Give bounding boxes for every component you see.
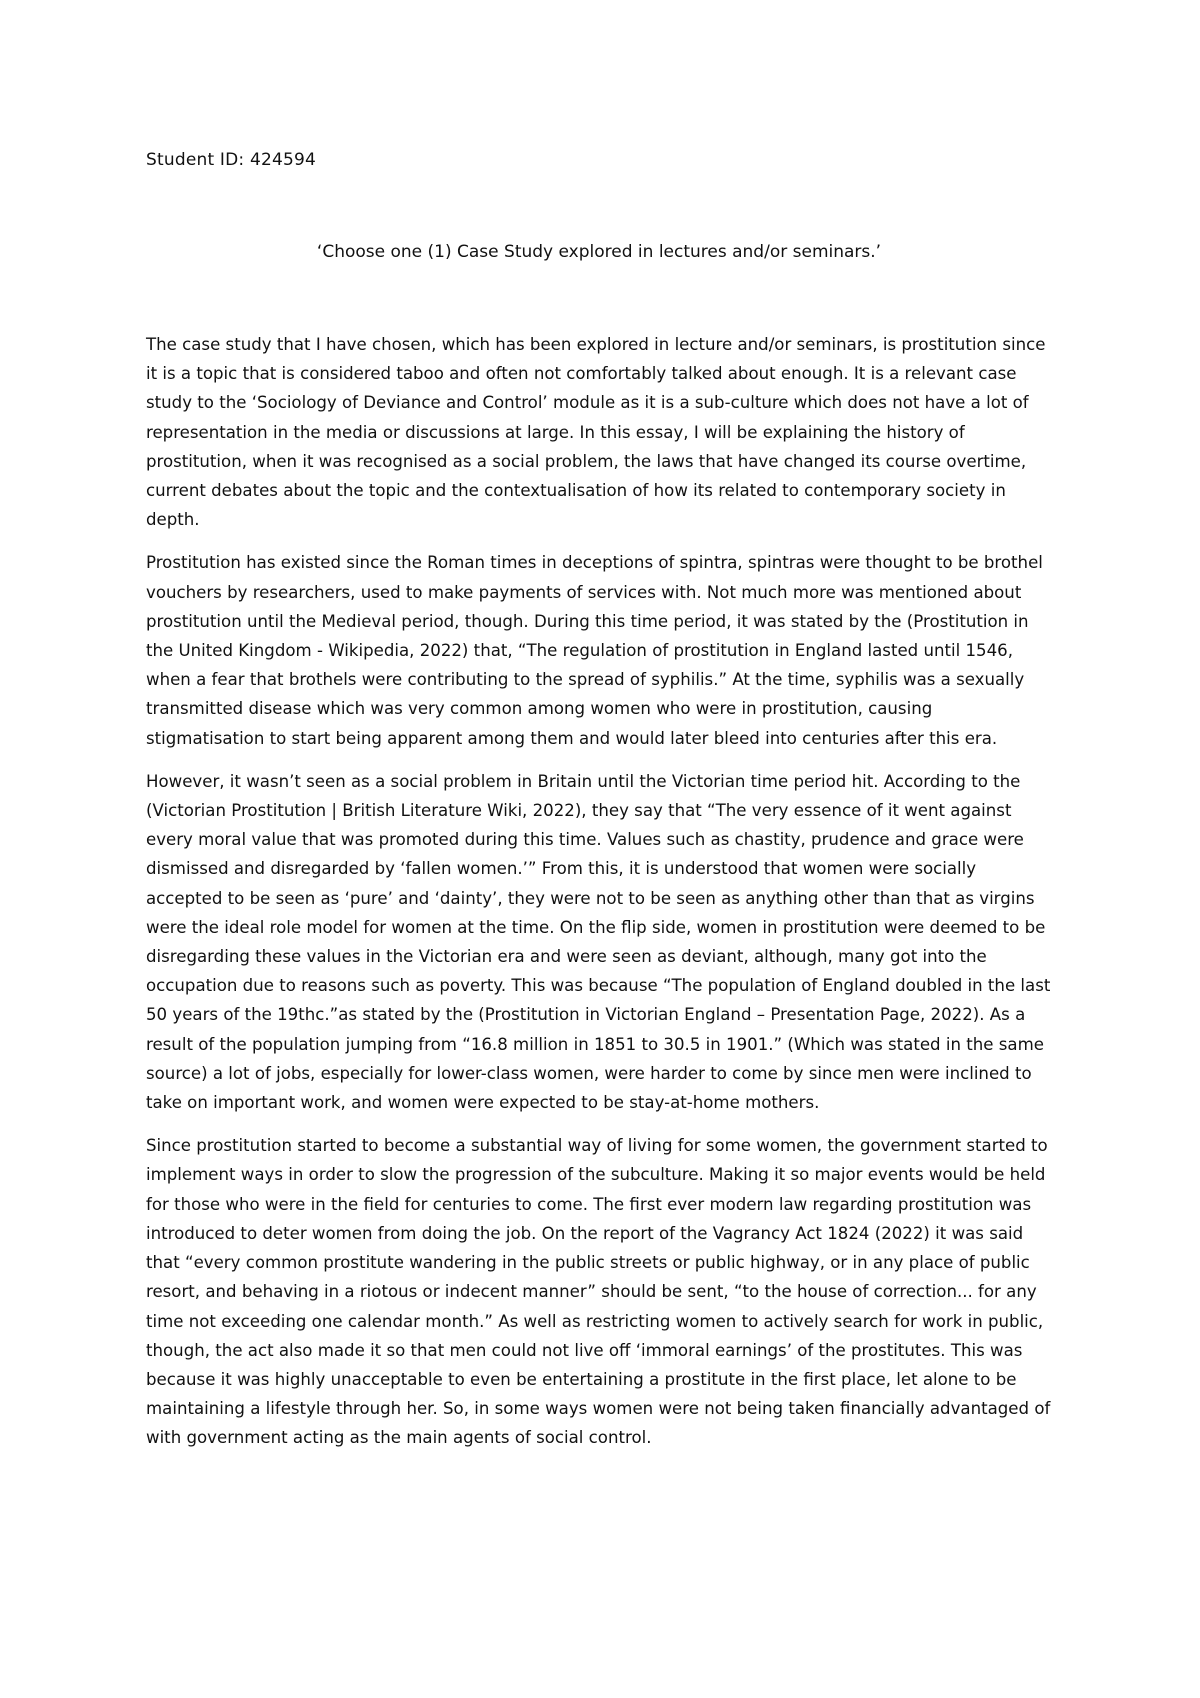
essay-title: ‘Choose one (1) Case Study explored in lectures and/or seminars.’ [316,242,882,262]
student-id: Student ID: 424594 [146,150,317,170]
paragraph-victorian-era: However, it wasn’t seen as a social problem in Britain until the Victorian time period hit. According to the (Victorian Prostitution | British Literature Wiki, 2022), they say that “The very essence of it went against every moral value that was promoted during this time. Values such as chastity, prudence and grace were dismissed and disregarded by ‘fallen women.’” From this, it is understood that women were socially accepted to be seen as ‘pure’ and ‘dainty’, they were not to be seen as anything other than that as virgins were the ideal role model for women at the time. On the flip side, women in prostitution were deemed to be disregarding these values in the Victorian era and were seen as deviant, although, many got into the occupation due to reasons such as poverty. This was because “The population of England doubled in the last 50 years of the 19thc.”as stated by the (Prostitution in Victorian England – Presentation Page, 2022). As a result of the population jumping from “16.8 million in 1851 to 30.5 in 1901.” (Which was stated in the same source) a lot of jobs, especially for lower-class women, were harder to come by since men were inclined to take on important work, and women were expected to be stay-at-home mothers. [146,771,1051,1113]
paragraph-history: Prostitution has existed since the Roman times in deceptions of spintra, spintras were thought to be brothel vouchers by researchers, used to make payments of services with. Not much more was mentioned about prostitution until the Medieval period, though. During this time period, it was stated by the (Prostitution in the United Kingdom - Wikipedia, 2022) that, “The regulation of prostitution in England lasted until 1546, when a fear that brothels were contributing to the spread of syphilis.” At the time, syphilis was a sexually transmitted disease which was very common among women who were in prostitution, causing stigmatisation to start being apparent among them and would later bleed into centuries after this era. [146,553,1043,748]
essay-body [146,330,1052,1467]
paragraph-vagrancy-act: Since prostitution started to become a substantial way of living for some women, the government started to implement ways in order to slow the progression of the subculture. Making it so major events would be held for those who were in the field for centuries to come. The first ever modern law regarding prostitution was introduced to deter women from doing the job. On the report of the Vagrancy Act 1824 (2022) it was said that “every common prostitute wandering in the public streets or public highway, or in any place of public resort, and behaving in a riotous or indecent manner” should be sent, “to the house of correction... for any time not exceeding one calendar month.” As well as restricting women to actively search for work in public, though, the act also made it so that men could not live off ‘immoral earnings’ of the prostitutes. This was because it was highly unacceptable to even be entertaining a prostitute in the first place, let alone to be maintaining a lifestyle through her. So, in some ways women were not being taken financially advantaged of with government acting as the main agents of social control. [146,1136,1051,1448]
paragraph-introduction: The case study that I have chosen, which has been explored in lecture and/or seminars, is prostitution since it is a topic that is considered taboo and often not comfortably talked about enough. It is a relevant case study to the ‘Sociology of Deviance and Control’ module as it is a sub-culture which does not have a lot of representation in the media or discussions at large. In this essay, I will be explaining the history of prostitution, when it was recognised as a social problem, the laws that have changed its course overtime, current debates about the topic and the contextualisation of how its related to contemporary society in depth. [146,335,1046,530]
